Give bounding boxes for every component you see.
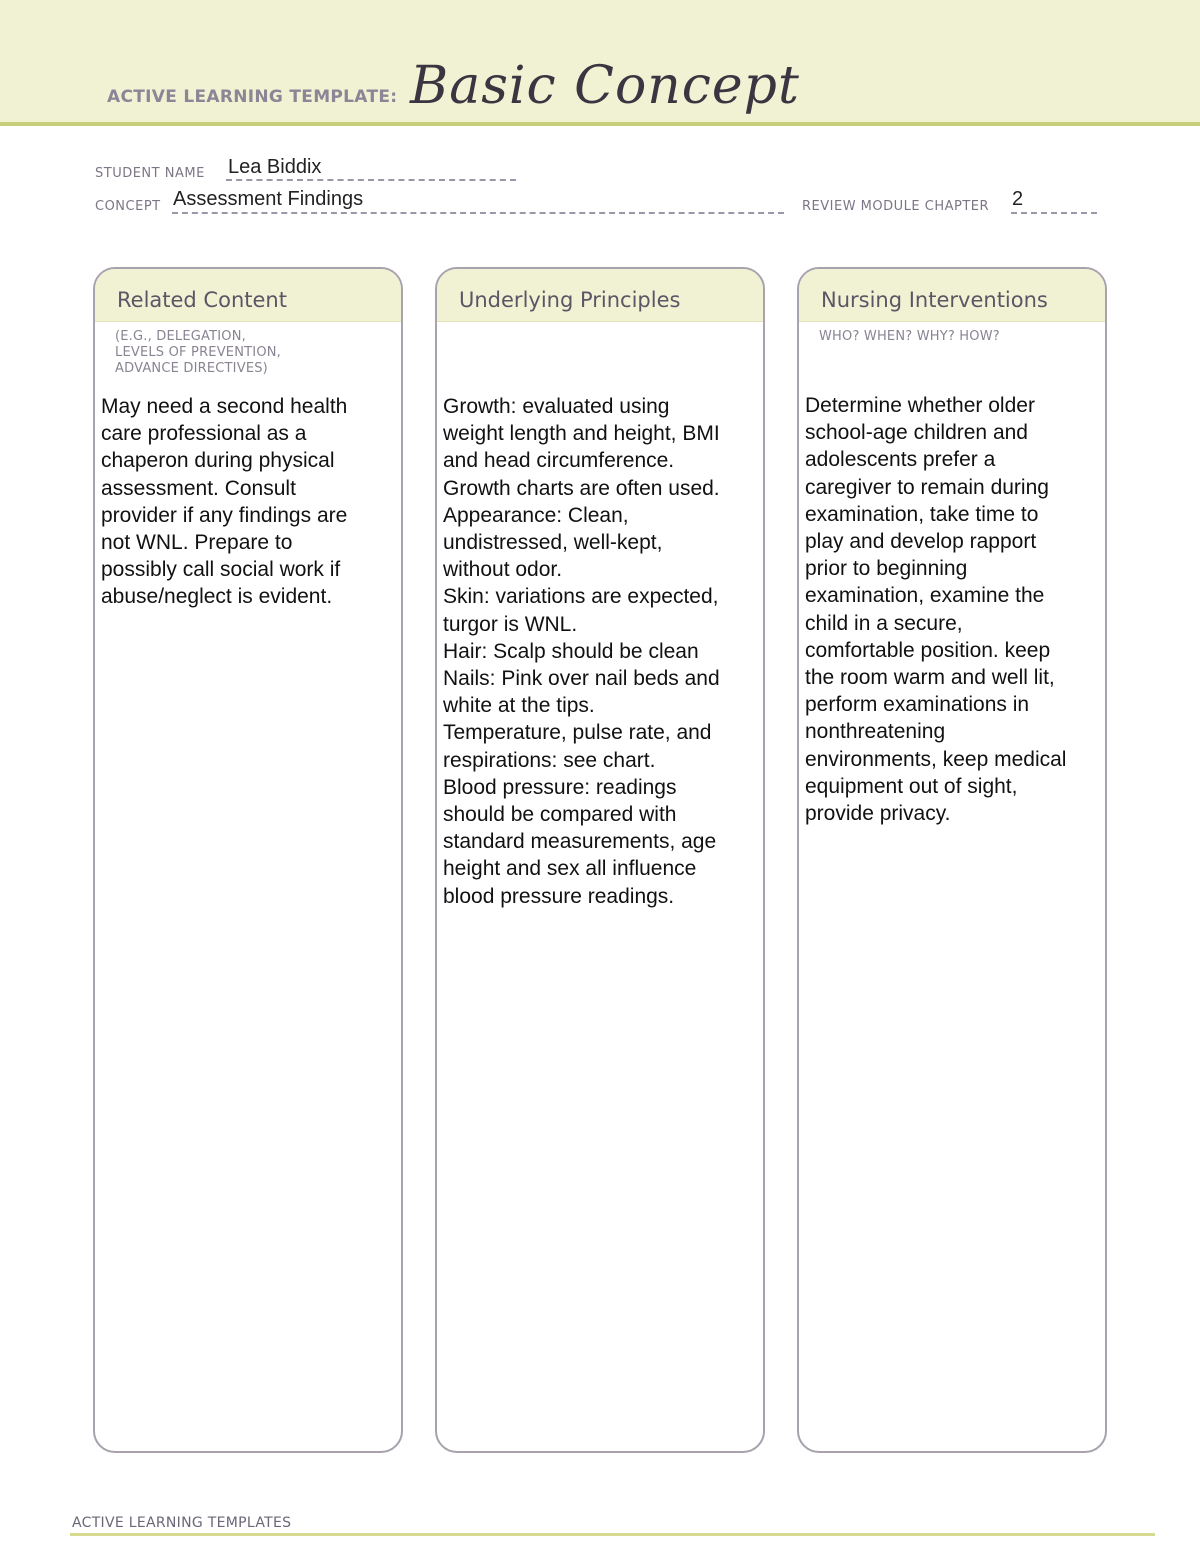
underlying-principles-title: Underlying Principles: [459, 288, 681, 312]
page-title: Basic Concept: [410, 56, 800, 116]
related-content-subtitle: (E.G., DELEGATION, LEVELS OF PREVENTION, ADVANCE DIRECTIVES): [115, 329, 282, 376]
review-module-underline: [1011, 212, 1097, 214]
nursing-interventions-text[interactable]: Determine whether older school-age children and adolescents prefer a caregiver to remain during examination, take time to play and develop rapport prior to beginning examination, examine the child in a secure, comfortable position. keep the room warm and well lit, perform examinations in nonthreatening environments, keep medical equipment out of sight, provide privacy.: [805, 394, 1067, 826]
concept-underline: [172, 212, 784, 214]
review-module-field[interactable]: 2: [1012, 188, 1024, 210]
student-name-field[interactable]: Lea Biddix: [228, 156, 322, 178]
concept-label: CONCEPT: [95, 199, 161, 214]
nursing-interventions-subtitle: WHO? WHEN? WHY? HOW?: [819, 329, 1000, 344]
related-content-panel: [93, 267, 403, 1453]
header-divider: [0, 122, 1200, 126]
nursing-interventions-panel: [797, 267, 1107, 1453]
footer-label: ACTIVE LEARNING TEMPLATES: [72, 1515, 292, 1531]
related-content-text[interactable]: May need a second health care professional as a chaperon during physical assessment. Consult provider if any findings are not WNL. Prepare to possibly call social work if abuse/neglect is evident.: [101, 395, 348, 609]
nursing-interventions-title: Nursing Interventions: [821, 288, 1048, 312]
student-name-label: STUDENT NAME: [95, 166, 205, 181]
concept-field[interactable]: Assessment Findings: [173, 188, 364, 210]
footer-divider: [70, 1533, 1155, 1536]
review-module-label: REVIEW MODULE CHAPTER: [802, 199, 990, 214]
underlying-principles-text[interactable]: Growth: evaluated using weight length and height, BMI and head circumference. Growth charts are often used. Appearance: Clean, undistressed, well-kept, without odor. Skin: variations are expected, turgor is WNL. Hair: Scalp should be clean Nails: Pink over nail beds and white at the tips. Temperature, pulse rate, and respirations: see chart. Blood pressure: readings should be compared with standard measurements, age height and sex all influence blood pressure readings.: [443, 395, 720, 908]
student-name-underline: [226, 179, 516, 181]
template-label: ACTIVE LEARNING TEMPLATE:: [107, 87, 398, 107]
underlying-principles-panel: [435, 267, 765, 1453]
related-content-title: Related Content: [117, 288, 287, 312]
